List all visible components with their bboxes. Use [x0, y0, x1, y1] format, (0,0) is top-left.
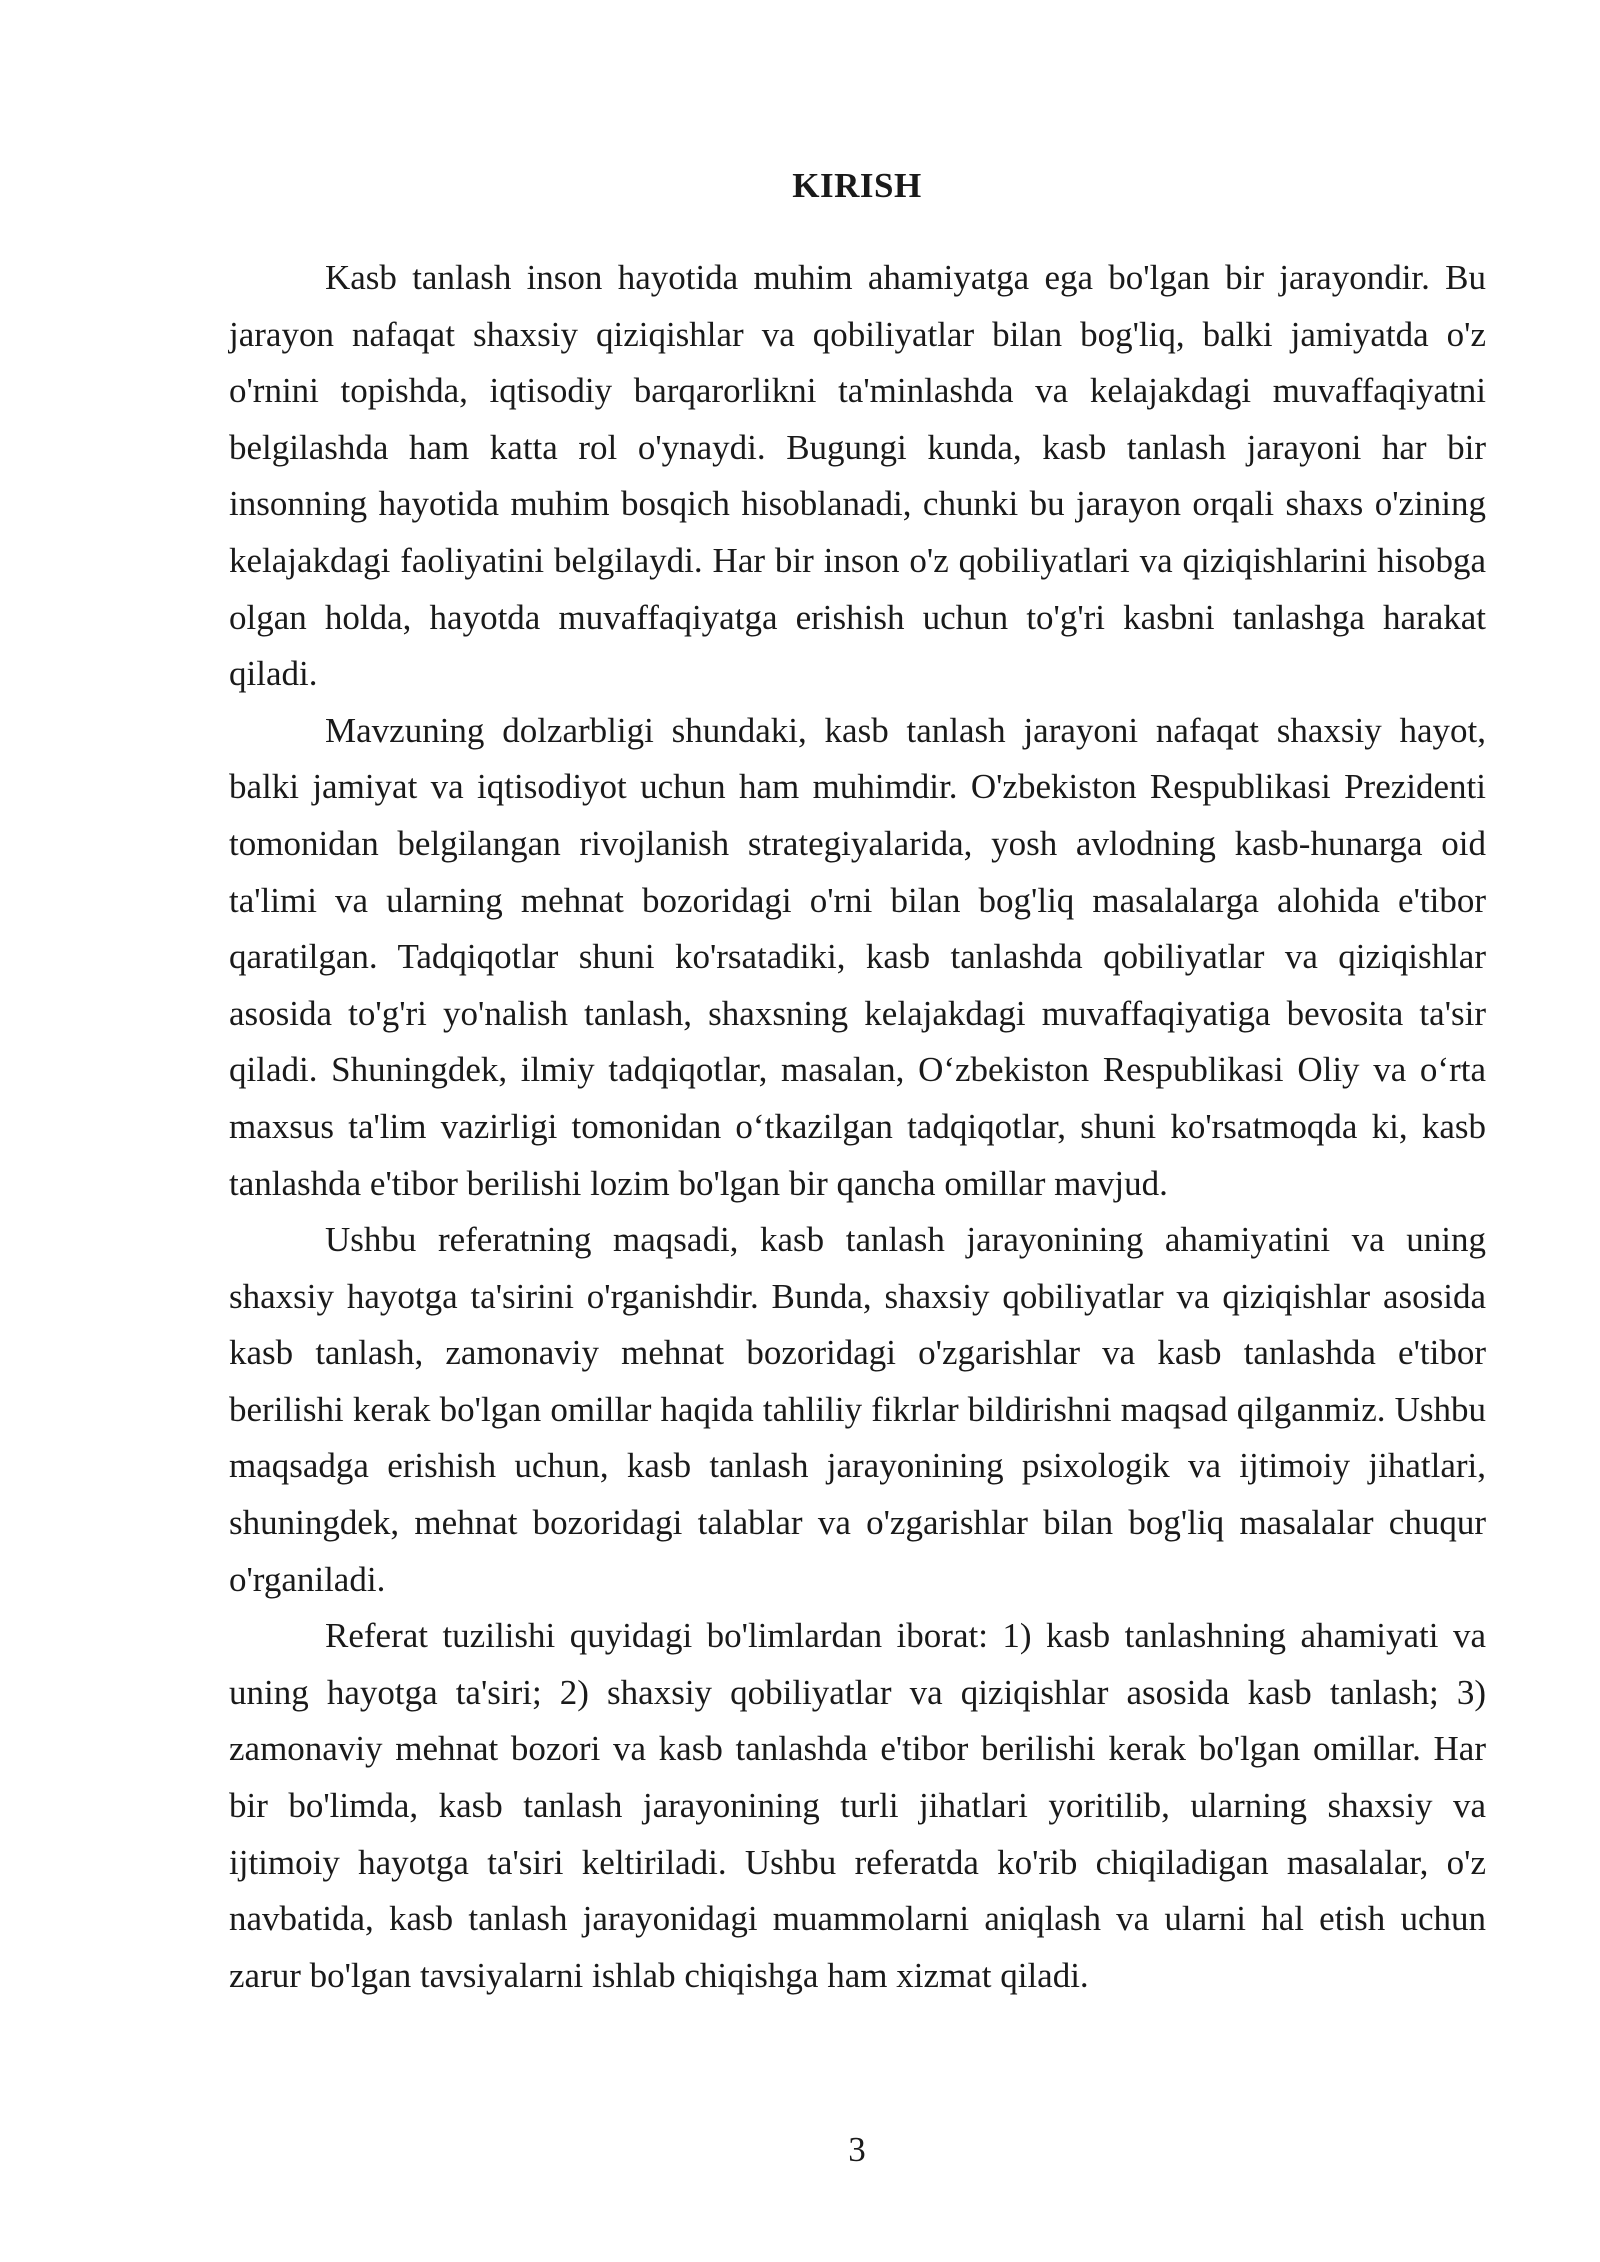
- paragraph-purpose: Ushbu referatning maqsadi, kasb tanlash jarayonining ahamiyatini va uning shaxsiy hayotga ta'sirini o'rganishdir. Bunda, shaxsiy qobiliyatlar va qiziqishlar asosida kasb tanlash, zamonaviy mehnat bozoridagi o'zgarishlar va kasb tanlashda e'tibor berilishi kerak bo'lgan omillar haqida tahliliy fikrlar bildirishni maqsad qilganmiz. Ushbu maqsadga erishish uchun, kasb tanlash jarayonining psixologik va ijtimoiy jihatlari, shuningdek, mehnat bozoridagi talablar va o'zgarishlar bilan bog'liq masalalar chuqur o'rganiladi.: [229, 1220, 1486, 1599]
- paragraph-relevance: Mavzuning dolzarbligi shundaki, kasb tanlash jarayoni nafaqat shaxsiy hayot, balki jamiyat va iqtisodiyot uchun ham muhimdir. O'zbekiston Respublikasi Prezidenti tomonidan belgilangan rivojlanish strategiyalarida, yosh avlodning kasb-hunarga oid ta'limi va ularning mehnat bozoridagi o'rni bilan bog'liq masalalarga alohida e'tibor qaratilgan. Tadqiqotlar shuni ko'rsatadiki, kasb tanlashda qobiliyatlar va qiziqishlar asosida to'g'ri yo'nalish tanlash, shaxsning kelajakdagi muvaffaqiyatiga bevosita ta'sir qiladi. Shuningdek, ilmiy tadqiqotlar, masalan, O‘zbekiston Respublikasi Oliy va o‘rta maxsus ta'lim vazirligi tomonidan o‘tkazilgan tadqiqotlar, shuni ko'rsatmoqda ki, kasb tanlashda e'tibor berilishi lozim bo'lgan bir qancha omillar mavjud.: [229, 710, 1486, 1203]
- page-number: 3: [848, 2130, 866, 2169]
- body-text: [229, 250, 1486, 2004]
- section-title: KIRISH: [792, 166, 922, 205]
- paragraph-structure: Referat tuzilishi quyidagi bo'limlardan iborat: 1) kasb tanlashning ahamiyati va uning hayotga ta'siri; 2) shaxsiy qobiliyatlar va qiziqishlar asosida kasb tanlash; 3) zamonaviy mehnat bozori va kasb tanlashda e'tibor berilishi kerak bo'lgan omillar. Har bir bo'limda, kasb tanlash jarayonining turli jihatlari yoritilib, ularning shaxsiy va ijtimoiy hayotga ta'siri keltiriladi. Ushbu referatda ko'rib chiqiladigan masalalar, o'z navbatida, kasb tanlash jarayonidagi muammolarni aniqlash va ularni hal etish uchun zarur bo'lgan tavsiyalarni ishlab chiqishga ham xizmat qiladi.: [229, 1616, 1486, 1995]
- paragraph-introduction: Kasb tanlash inson hayotida muhim ahamiyatga ega bo'lgan bir jarayondir. Bu jarayon nafaqat shaxsiy qiziqishlar va qobiliyatlar bilan bog'liq, balki jamiyatda o'z o'rnini topishda, iqtisodiy barqarorlikni ta'minlashda va kelajakdagi muvaffaqiyatni belgilashda ham katta rol o'ynaydi. Bugungi kunda, kasb tanlash jarayoni har bir insonning hayotida muhim bosqich hisoblanadi, chunki bu jarayon orqali shaxs o'zining kelajakdagi faoliyatini belgilaydi. Har bir inson o'z qobiliyatlari va qiziqishlarini hisobga olgan holda, hayotda muvaffaqiyatga erishish uchun to'g'ri kasbni tanlashga harakat qiladi.: [229, 258, 1486, 694]
